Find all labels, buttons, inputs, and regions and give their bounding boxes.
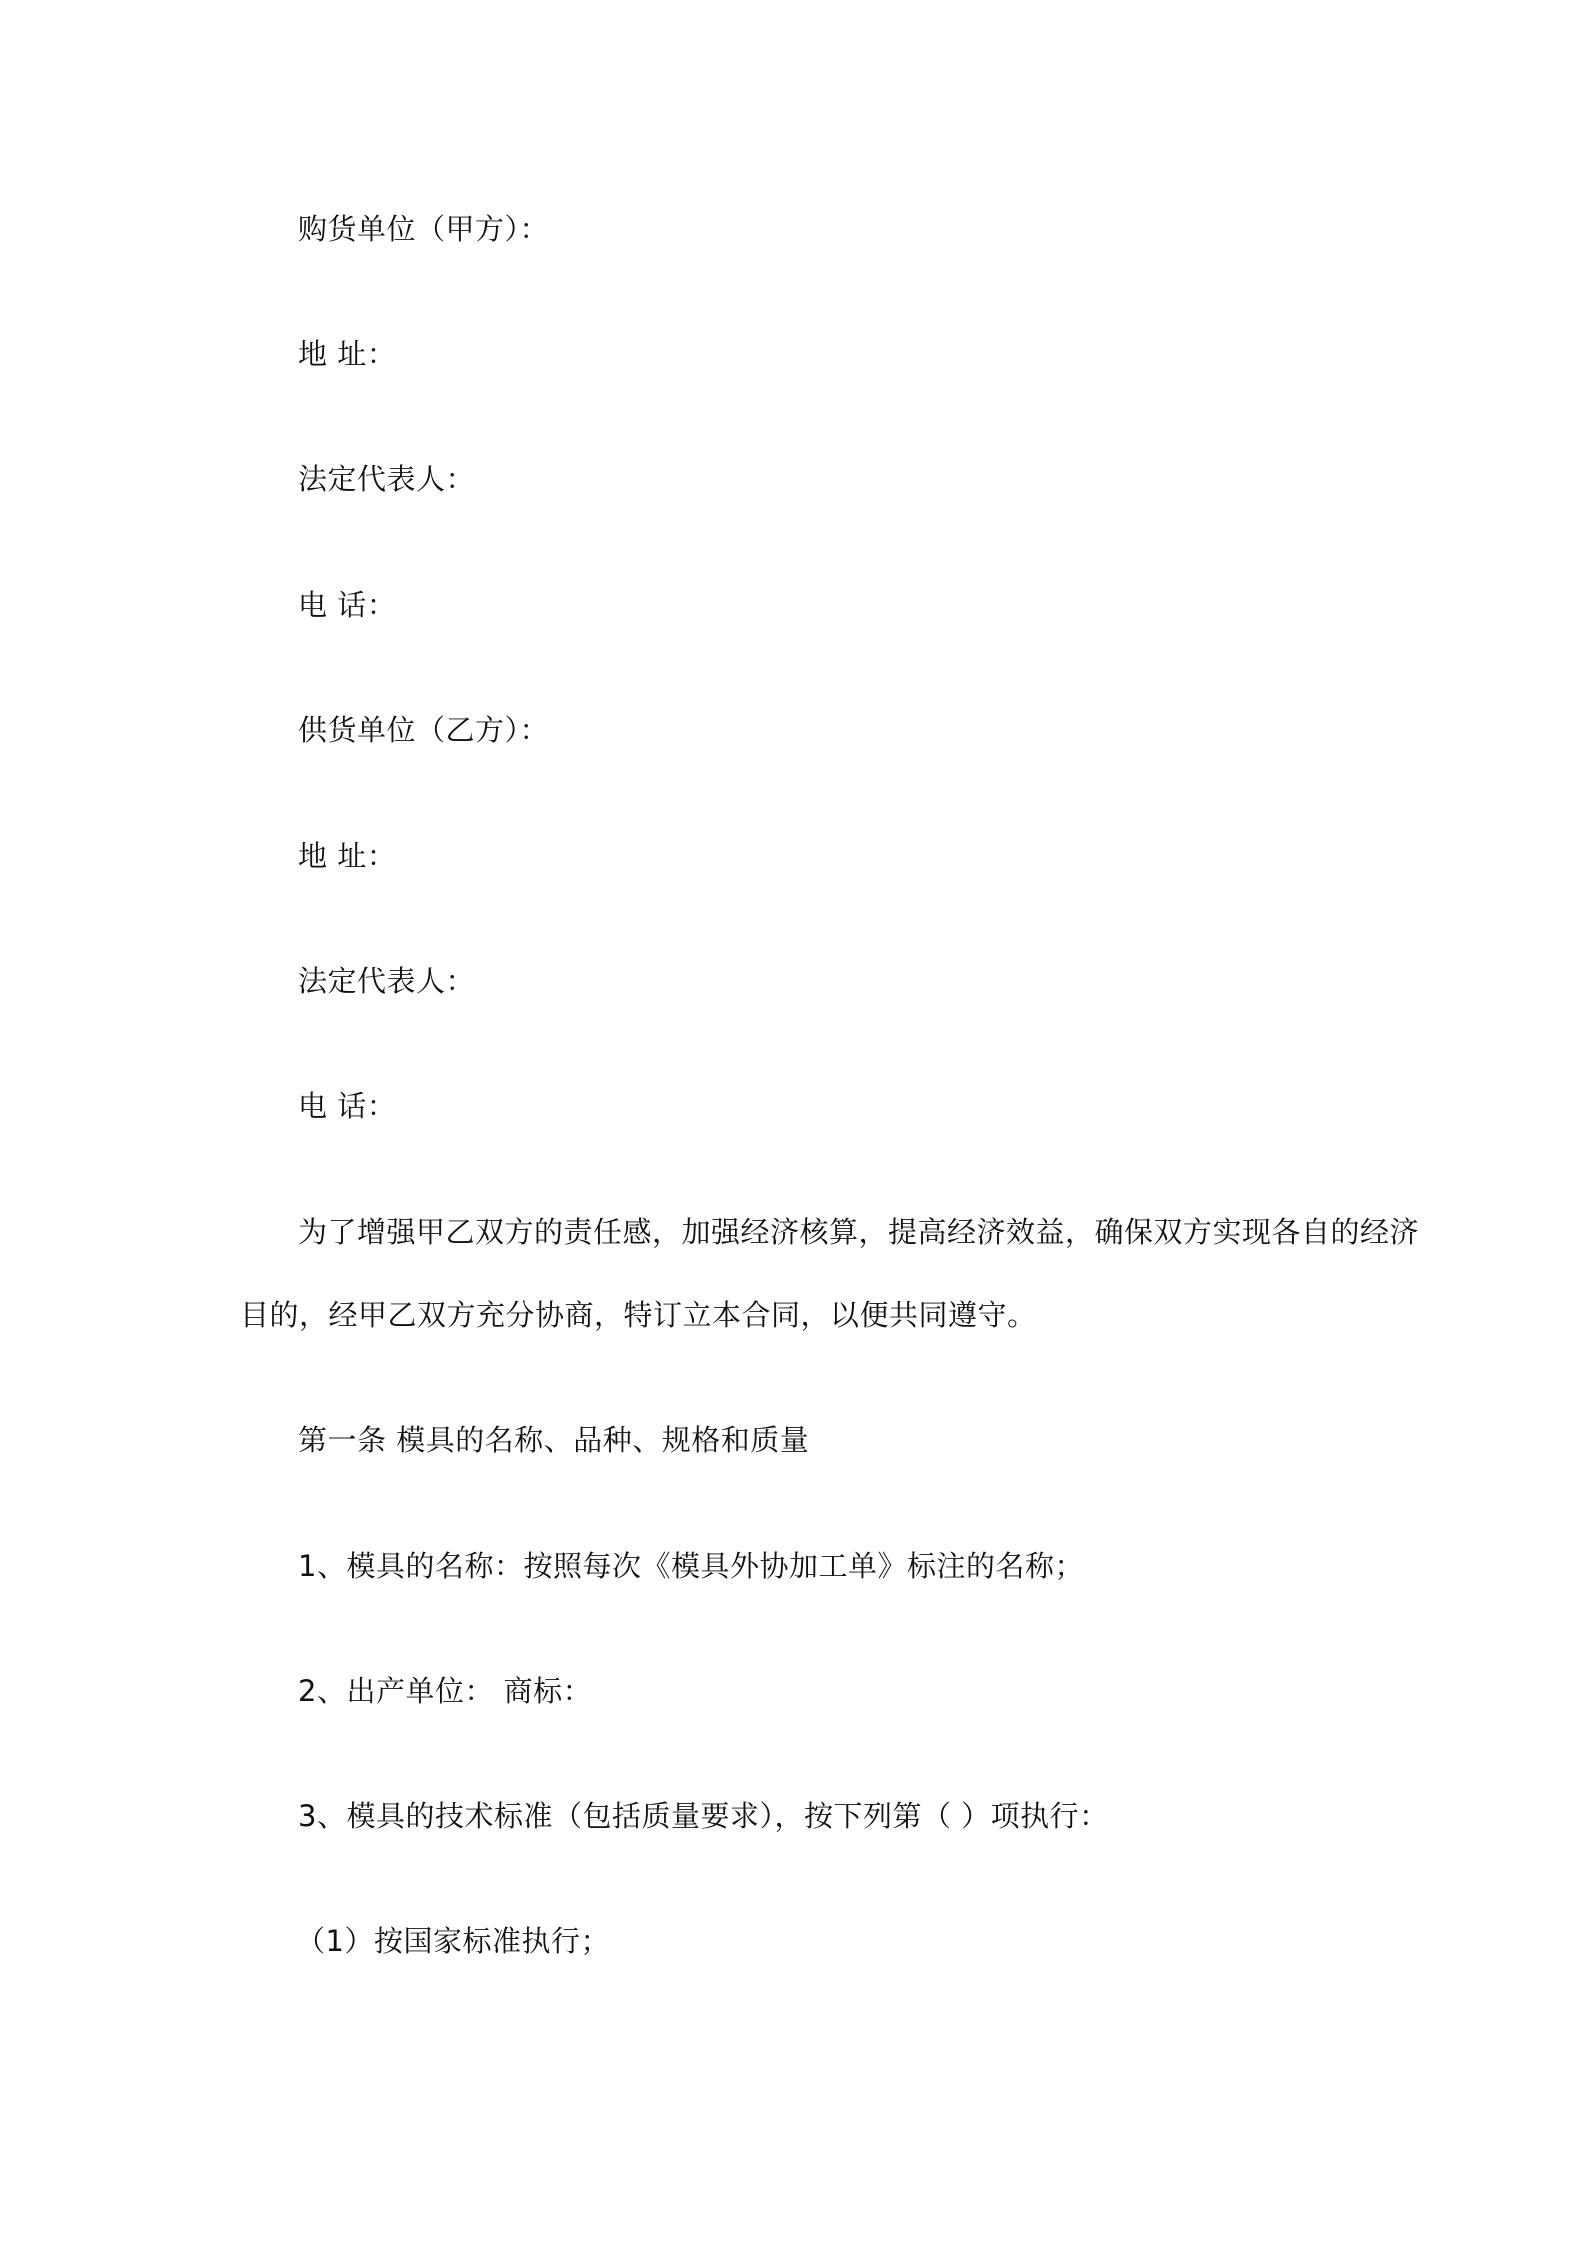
party-a-legal-rep-label: 法定代表人：: [298, 462, 476, 496]
preamble-line-1: 为了增强甲乙双方的责任感，加强经济核算，提高经济效益，确保双方实现各自的经济: [298, 1215, 1420, 1249]
article-1-item-1: 1、模具的名称：按照每次《模具外协加工单》标注的名称；: [298, 1549, 1084, 1583]
preamble-line-2: 目的，经甲乙双方充分协商，特订立本合同，以便共同遵守。: [240, 1298, 1037, 1332]
article-1-item-2: 2、出产单位： 商标：: [298, 1674, 593, 1708]
article-1-item-3: 3、模具的技术标准（包括质量要求），按下列第（ ）项执行：: [298, 1799, 1109, 1833]
party-b-unit-label: 供货单位（乙方）：: [298, 713, 550, 747]
party-a-address-label: 地 址：: [298, 337, 397, 371]
party-b-phone-label: 电 话：: [298, 1089, 397, 1123]
article-1-sub-item-1: （1）按国家标准执行；: [296, 1924, 610, 1958]
article-1-heading: 第一条 模具的名称、品种、规格和质量: [298, 1423, 810, 1457]
party-a-phone-label: 电 话：: [298, 588, 397, 622]
party-b-legal-rep-label: 法定代表人：: [298, 964, 476, 998]
party-b-address-label: 地 址：: [298, 839, 397, 873]
party-a-unit-label: 购货单位（甲方）：: [298, 212, 550, 246]
